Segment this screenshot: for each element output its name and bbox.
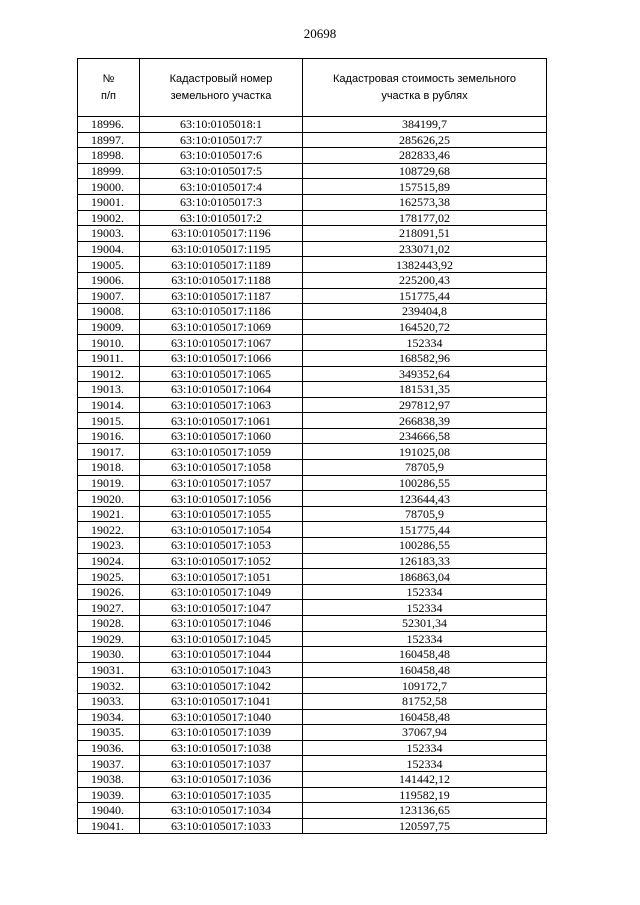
cadastral-value: 1382443,92 xyxy=(303,257,547,273)
cadastral-number: 63:10:0105017:1042 xyxy=(140,678,303,694)
cadastral-number: 63:10:0105017:1056 xyxy=(140,491,303,507)
cadastral-value: 282833,46 xyxy=(303,148,547,164)
cadastral-number: 63:10:0105017:1036 xyxy=(140,771,303,787)
row-number: 19000. xyxy=(78,179,140,195)
table-row xyxy=(78,194,547,210)
cadastral-value: 349352,64 xyxy=(303,366,547,382)
row-number: 19021. xyxy=(78,506,140,522)
table-row xyxy=(78,616,547,632)
cadastral-number: 63:10:0105017:1043 xyxy=(140,662,303,678)
cadastral-value: 225200,43 xyxy=(303,272,547,288)
row-number: 19040. xyxy=(78,803,140,819)
cadastral-value: 164520,72 xyxy=(303,319,547,335)
cadastral-value: 285626,25 xyxy=(303,132,547,148)
row-number: 19037. xyxy=(78,756,140,772)
row-number: 19012. xyxy=(78,366,140,382)
cadastral-value: 126183,33 xyxy=(303,553,547,569)
cadastral-number: 63:10:0105017:1069 xyxy=(140,319,303,335)
table-row xyxy=(78,397,547,413)
cadastral-number: 63:10:0105017:1186 xyxy=(140,304,303,320)
cadastral-value: 233071,02 xyxy=(303,241,547,257)
table-row xyxy=(78,428,547,444)
row-number: 19026. xyxy=(78,584,140,600)
table-row xyxy=(78,678,547,694)
cadastral-value: 191025,08 xyxy=(303,444,547,460)
table-row xyxy=(78,600,547,616)
row-number: 19003. xyxy=(78,226,140,242)
cadastral-value: 181531,35 xyxy=(303,382,547,398)
cadastral-value: 152334 xyxy=(303,756,547,772)
row-number: 19030. xyxy=(78,647,140,663)
row-number: 19023. xyxy=(78,538,140,554)
row-number: 18996. xyxy=(78,117,140,133)
table-row xyxy=(78,226,547,242)
cadastral-value-table xyxy=(77,58,547,834)
table-row xyxy=(78,366,547,382)
cadastral-value: 120597,75 xyxy=(303,818,547,834)
cadastral-value: 152334 xyxy=(303,335,547,351)
cadastral-number: 63:10:0105017:1061 xyxy=(140,413,303,429)
table-row xyxy=(78,382,547,398)
cadastral-number: 63:10:0105017:1034 xyxy=(140,803,303,819)
cadastral-value: 151775,44 xyxy=(303,522,547,538)
cadastral-number: 63:10:0105017:1064 xyxy=(140,382,303,398)
row-number: 19018. xyxy=(78,460,140,476)
cadastral-value: 119582,19 xyxy=(303,787,547,803)
row-number: 19019. xyxy=(78,475,140,491)
table-row xyxy=(78,818,547,834)
table-row xyxy=(78,803,547,819)
table-row xyxy=(78,210,547,226)
cadastral-number: 63:10:0105017:1045 xyxy=(140,631,303,647)
cadastral-value: 266838,39 xyxy=(303,413,547,429)
cadastral-number: 63:10:0105017:1040 xyxy=(140,709,303,725)
table-row xyxy=(78,725,547,741)
table-row xyxy=(78,117,547,133)
row-number: 19014. xyxy=(78,397,140,413)
row-number: 19041. xyxy=(78,818,140,834)
table-row xyxy=(78,631,547,647)
row-number: 19031. xyxy=(78,662,140,678)
cadastral-value: 37067,94 xyxy=(303,725,547,741)
header-cadastral-number: Кадастровый номер земельного участка xyxy=(140,59,303,117)
row-number: 19007. xyxy=(78,288,140,304)
cadastral-number: 63:10:0105017:1065 xyxy=(140,366,303,382)
row-number: 19008. xyxy=(78,304,140,320)
header-number: № п/п xyxy=(78,59,140,117)
row-number: 19010. xyxy=(78,335,140,351)
table-row xyxy=(78,553,547,569)
row-number: 19034. xyxy=(78,709,140,725)
cadastral-number: 63:10:0105017:1035 xyxy=(140,787,303,803)
cadastral-number: 63:10:0105017:1188 xyxy=(140,272,303,288)
row-number: 19024. xyxy=(78,553,140,569)
table-row xyxy=(78,148,547,164)
cadastral-number: 63:10:0105017:1044 xyxy=(140,647,303,663)
cadastral-value: 152334 xyxy=(303,631,547,647)
cadastral-value: 297812,97 xyxy=(303,397,547,413)
header-cadastral-value: Кадастровая стоимость земельного участка в рублях xyxy=(303,59,547,117)
cadastral-number: 63:10:0105017:7 xyxy=(140,132,303,148)
cadastral-value: 384199,7 xyxy=(303,117,547,133)
row-number: 19029. xyxy=(78,631,140,647)
cadastral-value: 186863,04 xyxy=(303,569,547,585)
cadastral-number: 63:10:0105017:1052 xyxy=(140,553,303,569)
row-number: 19002. xyxy=(78,210,140,226)
row-number: 18999. xyxy=(78,163,140,179)
table-row xyxy=(78,241,547,257)
row-number: 19015. xyxy=(78,413,140,429)
table-row xyxy=(78,288,547,304)
row-number: 19033. xyxy=(78,693,140,709)
cadastral-number: 63:10:0105017:1041 xyxy=(140,693,303,709)
cadastral-number: 63:10:0105017:1187 xyxy=(140,288,303,304)
cadastral-value: 160458,48 xyxy=(303,709,547,725)
cadastral-number: 63:10:0105017:1049 xyxy=(140,584,303,600)
row-number: 19020. xyxy=(78,491,140,507)
cadastral-value: 78705,9 xyxy=(303,506,547,522)
row-number: 19032. xyxy=(78,678,140,694)
table-row xyxy=(78,522,547,538)
cadastral-number: 63:10:0105017:6 xyxy=(140,148,303,164)
row-number: 19016. xyxy=(78,428,140,444)
table-row xyxy=(78,179,547,195)
cadastral-value: 160458,48 xyxy=(303,647,547,663)
table-row xyxy=(78,257,547,273)
table-row xyxy=(78,756,547,772)
cadastral-value: 218091,51 xyxy=(303,226,547,242)
cadastral-value: 168582,96 xyxy=(303,350,547,366)
table-row xyxy=(78,304,547,320)
table-row xyxy=(78,569,547,585)
cadastral-value: 123136,65 xyxy=(303,803,547,819)
page-number: 20698 xyxy=(303,26,337,41)
cadastral-value: 239404,8 xyxy=(303,304,547,320)
cadastral-value: 178177,02 xyxy=(303,210,547,226)
cadastral-value: 52301,34 xyxy=(303,616,547,632)
table-row xyxy=(78,771,547,787)
cadastral-number: 63:10:0105017:1039 xyxy=(140,725,303,741)
table-row xyxy=(78,335,547,351)
cadastral-value: 100286,55 xyxy=(303,538,547,554)
cadastral-number: 63:10:0105017:1037 xyxy=(140,756,303,772)
cadastral-number: 63:10:0105017:1058 xyxy=(140,460,303,476)
row-number: 19006. xyxy=(78,272,140,288)
cadastral-value: 141442,12 xyxy=(303,771,547,787)
cadastral-number: 63:10:0105017:1066 xyxy=(140,350,303,366)
cadastral-number: 63:10:0105017:5 xyxy=(140,163,303,179)
table-row xyxy=(78,163,547,179)
table-row xyxy=(78,319,547,335)
cadastral-value: 234666,58 xyxy=(303,428,547,444)
cadastral-number: 63:10:0105017:2 xyxy=(140,210,303,226)
cadastral-value: 157515,89 xyxy=(303,179,547,195)
cadastral-value: 81752,58 xyxy=(303,693,547,709)
row-number: 19036. xyxy=(78,740,140,756)
cadastral-number: 63:10:0105017:1060 xyxy=(140,428,303,444)
cadastral-value: 151775,44 xyxy=(303,288,547,304)
cadastral-number: 63:10:0105017:1196 xyxy=(140,226,303,242)
table-row xyxy=(78,787,547,803)
row-number: 19027. xyxy=(78,600,140,616)
table-row xyxy=(78,272,547,288)
row-number: 19009. xyxy=(78,319,140,335)
table-row xyxy=(78,506,547,522)
cadastral-value: 160458,48 xyxy=(303,662,547,678)
cadastral-value: 152334 xyxy=(303,740,547,756)
cadastral-number: 63:10:0105017:1051 xyxy=(140,569,303,585)
cadastral-number: 63:10:0105017:1189 xyxy=(140,257,303,273)
table-header-row xyxy=(78,59,547,117)
row-number: 19011. xyxy=(78,350,140,366)
row-number: 18997. xyxy=(78,132,140,148)
cadastral-number: 63:10:0105017:1057 xyxy=(140,475,303,491)
row-number: 19022. xyxy=(78,522,140,538)
row-number: 19005. xyxy=(78,257,140,273)
row-number: 18998. xyxy=(78,148,140,164)
cadastral-value: 152334 xyxy=(303,584,547,600)
cadastral-number: 63:10:0105017:1063 xyxy=(140,397,303,413)
cadastral-number: 63:10:0105018:1 xyxy=(140,117,303,133)
row-number: 19039. xyxy=(78,787,140,803)
cadastral-value: 162573,38 xyxy=(303,194,547,210)
table-row xyxy=(78,647,547,663)
row-number: 19017. xyxy=(78,444,140,460)
cadastral-number: 63:10:0105017:1053 xyxy=(140,538,303,554)
table-row xyxy=(78,538,547,554)
cadastral-value: 108729,68 xyxy=(303,163,547,179)
table-row xyxy=(78,132,547,148)
cadastral-number: 63:10:0105017:1055 xyxy=(140,506,303,522)
cadastral-number: 63:10:0105017:1195 xyxy=(140,241,303,257)
row-number: 19013. xyxy=(78,382,140,398)
table-row xyxy=(78,584,547,600)
table-row xyxy=(78,413,547,429)
table-row xyxy=(78,740,547,756)
cadastral-number: 63:10:0105017:1038 xyxy=(140,740,303,756)
cadastral-value: 152334 xyxy=(303,600,547,616)
cadastral-value: 78705,9 xyxy=(303,460,547,476)
cadastral-value: 123644,43 xyxy=(303,491,547,507)
cadastral-value: 109172,7 xyxy=(303,678,547,694)
table-row xyxy=(78,444,547,460)
table-row xyxy=(78,662,547,678)
row-number: 19035. xyxy=(78,725,140,741)
table-row xyxy=(78,491,547,507)
cadastral-number: 63:10:0105017:1033 xyxy=(140,818,303,834)
cadastral-value: 100286,55 xyxy=(303,475,547,491)
cadastral-number: 63:10:0105017:1067 xyxy=(140,335,303,351)
cadastral-number: 63:10:0105017:1054 xyxy=(140,522,303,538)
table-row xyxy=(78,693,547,709)
cadastral-number: 63:10:0105017:1047 xyxy=(140,600,303,616)
cadastral-number: 63:10:0105017:3 xyxy=(140,194,303,210)
row-number: 19028. xyxy=(78,616,140,632)
row-number: 19038. xyxy=(78,771,140,787)
row-number: 19025. xyxy=(78,569,140,585)
row-number: 19001. xyxy=(78,194,140,210)
cadastral-number: 63:10:0105017:1046 xyxy=(140,616,303,632)
table-row xyxy=(78,460,547,476)
table-row xyxy=(78,475,547,491)
cadastral-number: 63:10:0105017:4 xyxy=(140,179,303,195)
table-row xyxy=(78,709,547,725)
table-row xyxy=(78,350,547,366)
cadastral-number: 63:10:0105017:1059 xyxy=(140,444,303,460)
row-number: 19004. xyxy=(78,241,140,257)
